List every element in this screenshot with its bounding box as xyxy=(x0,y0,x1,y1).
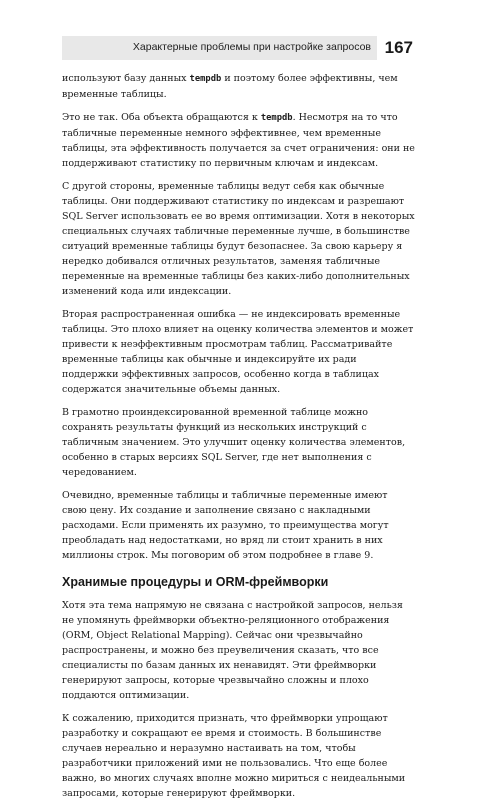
code-term: tempdb xyxy=(189,74,222,84)
paragraph: Очевидно, временные таблицы и табличные переменные имеют свою цену. Их создание и заполнение связано с накладными расходами. Если применять их разумно, то преимущества могут преобладать над недостатками, но вряд ли стоит хранить в них миллионы строк. Мы поговорим об этом подробнее в главе 9. xyxy=(62,490,389,561)
paragraph: В грамотно проиндексированной временной таблице можно сохранять результаты функций из нескольких инструкций с табличным значением. Это улучшит оценку количества элементов, особенно в старых версиях SQL Server, где нет выполнения с чередованием. xyxy=(62,407,406,478)
paragraph: Хотя эта тема напрямую не связана с настройкой запросов, нельзя не упомянуть фреймворки объектно-реляционного отображения (ORM, Object Relational Mapping). Сейчас они чрезвычайно распространены, и можно без преувеличения сказать, что все специалисты по базам данных их ненавидят. Эти фреймворки генерируют запросы, которые чрезвычайно сложны и плохо поддаются оптимизации. xyxy=(62,600,403,701)
paragraph: используют базу данных tempdb и поэтому более эффективны, чем временные таблицы. xyxy=(62,73,398,100)
code-term: tempdb xyxy=(260,113,293,123)
page-body xyxy=(62,71,415,809)
running-title: Характерные проблемы при настройке запросов xyxy=(132,41,371,53)
page-header xyxy=(62,36,415,60)
paragraph: К сожалению, приходится признать, что фреймворки упрощают разработку и сокращают ее время и стоимость. В большинстве случаев нереально и неразумно настаивать на том, чтобы разработчики приложений ими не пользовались. Что еще более важно, во многих случаях вполне можно мириться с неидеальными запросами, которые генерируют фреймворки. xyxy=(62,713,406,799)
paragraph: Вторая распространенная ошибка — не индексировать временные таблицы. Это плохо влияет на оценку количества элементов и может привести к неэффективным просмотрам таблиц. Рассматривайте временные таблицы как обычные и индексируйте их ради поддержки эффективных запросов, особенно когда в таблицах содержатся значительные объемы данных. xyxy=(62,309,414,395)
page-number: 167 xyxy=(384,38,413,57)
paragraph: С другой стороны, временные таблицы ведут себя как обычные таблицы. Они поддерживают статистику по индексам и разрешают SQL Server использовать ее во время оптимизации. Хотя в некоторых специальных случаях табличные переменные лучше, в большинстве ситуаций временные таблицы будут безопаснее. За свою карьеру я нередко добивался отличных результатов, заменяя табличные переменные на временные таблицы без каких-либо дополнительных изменений кода или индексации. xyxy=(62,181,415,297)
section-heading: Хранимые процедуры и ORM-фреймворки xyxy=(62,575,329,589)
paragraph: Это не так. Оба объекта обращаются к tempdb. Несмотря на то что табличные переменные немного эффективнее, чем временные таблицы, эта эффективность получается за счет ограничения: они не поддерживают статистику по первичным ключам и индексам. xyxy=(62,112,415,169)
